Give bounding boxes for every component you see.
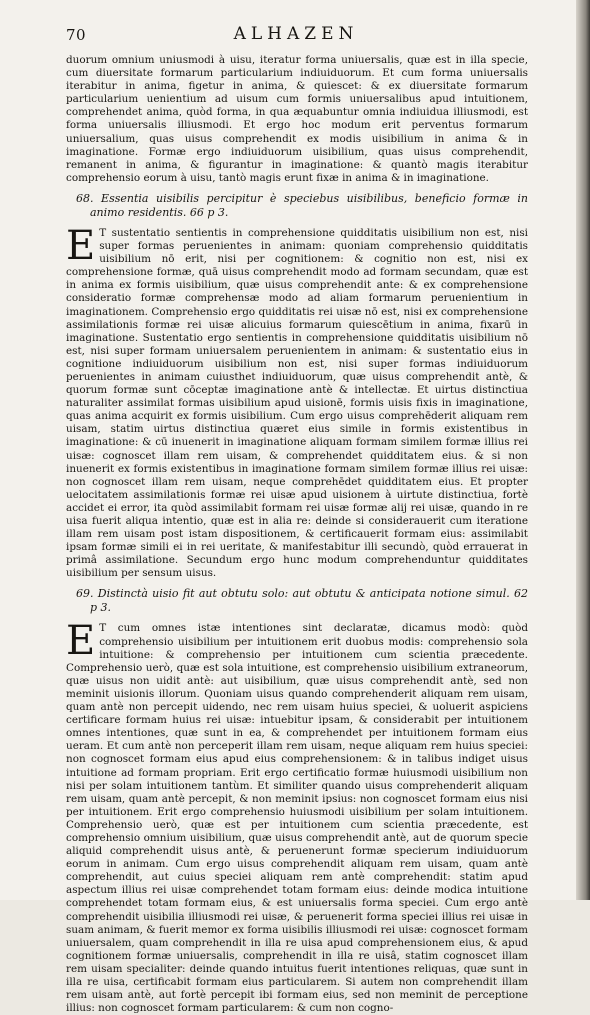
paragraph-68 <box>66 222 528 581</box>
running-title: ALHAZEN <box>233 24 359 44</box>
page-edge-shadow <box>576 0 590 900</box>
paragraph-69 <box>66 618 528 1015</box>
drop-capital: E <box>66 618 96 665</box>
drop-capital: E <box>66 222 96 269</box>
text-body <box>66 54 528 1015</box>
section-heading-68: 68. Essentia uisibilis percipitur è speciebus uisibilibus, beneficio formæ in animo residentis. 66 p 3. <box>76 191 528 219</box>
page-number: 70 <box>66 26 87 44</box>
paragraph-continuation: duorum omnium uniusmodi à uisu, iteratur forma uniuersalis, quæ est in illa specie, cum diuersitate formarum particularium indiuiduorum. Et cum forma uniuersalis iterabitur in anima, figetur in anima, & quiescet: & ex diuersitate formarum particularium uenientium ad uisum cum formis uniuersalibus apud intuitionem, comprehendet anima, quòd forma, in qua æquabuntur omnia indiuidua illiusmodi, est forma uniuersalis illiusmodi. Et ergo hoc modum erit perventus formarum uniuersalium, quas uisus comprehendit ex modis uisibilium in anima & in imaginatione. Formæ ergo indiuiduorum uisibilium, quas uisus comprehendit, remanent in anima, & figurantur in imaginatione: & quantò magis iterabitur comprehensio eorum à uisu, tantò magis erunt fixæ in anima & in imaginatione. <box>66 54 528 184</box>
paragraph-69-text: T cum omnes istæ intentiones sint declaratæ, dicamus modò: quòd comprehensio uisibilium per intuitionem erit duobus modis: comprehensio sola intuitione: & comprehensio per intuitionem cum scientia præcedente. Comprehensio uerò, quæ est sola intuitione, est comprehensio uisibilium extraneorum, quæ uisus non uidit antè: aut uisibilium, quæ uisus comprehendit antè, sed non meminit uisionis illorum. Quoniam uisus quando comprehenderit aliquam rem uisam, quam antè non percepit uidendo, nec rem uisam huius speciei, & uoluerit aspiciens certificare formam huius rei uisæ: intuebitur ipsam, & considerabit per intuitionem omnes intentiones, quæ sunt in ea, & comprehendet per intuitionem formam eius ueram. Et cum antè non perceperit illam rem uisam, neque aliquam rem huius speciei: non cognoscet formam eius apud eius comprehensionem: & in talibus indiget uisus intuitione ad formam propriam. Erit ergo certificatio formæ huiusmodi uisibilium non nisi per solam intuitionem tantùm. Et similiter quando uisus comprehenderit aliquam rem uisam, quam antè percepit, & non meminit ipsius: non cognoscet formam eius nisi per intuitionem. Erit ergo comprehensio huiusmodi uisibilium per solam intuitionem. Comprehensio uerò, quæ est per intuitionem cum scientia præcedente, est comprehensio omnium uisibilium, quæ uisus comprehendit antè, aut de quorum specie aliquid comprehendit uisus antè, & peruenerunt formæ specierum indiuiduorum eorum in animam. Cum ergo uisus comprehendit aliquam rem uisam, quam antè comprehendit, aut cuius speciei aliquam rem antè comprehendit: statim apud aspectum illius rei uisæ comprehendet totam formam eius: deinde modica intuitione comprehendet totam formam eius, & est uniuersalis forma speciei. Cum ergo antè comprehendit uisibilia illiusmodi rei uisæ, & peruenerit forma speciei illius rei uisæ in suam animam, & fuerit memor ex forma uisibilis illiusmodi rei uisæ: cognoscet formam uniuersalem, quam comprehendit in illa re uisa apud comprehensionem eius, & apud cognitionem formæ uniuersalis, comprehendit in illa re uisâ, statim cognoscet illam rem uisam specialiter: deinde quando intuitus fuerit intentiones reliquas, quæ sunt in illa re uisa, certificabit formam eius particularem. Si autem non comprehendit illam rem uisam antè, aut fortè percepit ibi formam eius, sed non meminit de perceptione illius: non cognoscet formam particularem: & cum non cogno- <box>66 622 528 1015</box>
running-head <box>66 24 526 46</box>
section-heading-69: 69. Distinctà uisio fit aut obtutu solo: aut obtutu & anticipata notione simul. 62 p 3. <box>76 587 528 615</box>
paragraph-68-text: T sustentatio sentientis in comprehensione quidditatis uisibilium non est, nisi super formas peruenientes in animam: quoniam comprehensio quidditatis uisibilium nō erit, nisi per cognitionem: & cognitio non est, nisi ex comprehensione formæ, quā uisus comprehendit modo ad formam secundam, quæ est in anima ex formis uisibilium, quæ uisus comprehendit ante: & ex comprehensione consideratio formæ comprehensæ modo ad aliam formarum peruenientium in imaginationem. Comprehensio ergo quidditatis rei uisæ nō est, nisi ex comprehensione assimilationis formæ rei uisæ alicuius formarum quiescētium in anima, fixarū in imaginatione. Sustentatio ergo sentientis in comprehensione quidditatis uisibilium nō est, nisi super formam uniuersalem peruenientem in animam: & sustentatio eius in cognitione indiuiduorum uisibilium non est, nisi super formas indiuiduorum peruenientes in animam cuiusthet indiuiduorum, quæ uisus comprehendit antè, & quorum formæ sunt cōceptæ imaginatione antè & intellectæ. Et uirtus distinctiua naturaliter assimilat formas uisibilium apud uisionē, formis uisis fixis in imaginatione, quas anima acquirit ex formis uisibilium. Cum ergo uisus comprehēderit aliquam rem uisam, statim uirtus distinctiua quæret eius simile in formis existentibus in imaginatione: & cū inuenerit in imaginatione aliquam formam similem formæ illius rei uisæ: cognoscet illam rem uisam, & comprehendet quidditatem eius. & si non inuenerit ex formis existentibus in imaginatione formam similem formæ illius rei uisæ: non cognoscet illam rem uisam, neque comprehēdet quidditatem eius. Et propter uelocitatem assimilationis formæ rei uisæ apud uisionem à uirtute distinctiua, fortè accidet ei error, ita quòd assimilabit formam rei uisæ formæ alij rei uisæ, quando in re uisa fuerit aliqua intentio, quæ est in alia re: deinde si considerauerit cum iteratione illam rem uisam post istam dispositionem, & certificauerit formam eius: assimilabit ipsam formæ simili ei in rei ueritate, & manifestabitur illi secundò, quòd errauerat in primâ assimilatione. Secundum ergo hunc modum comprehenduntur quidditates uisibilium per sensum uisus. <box>66 226 528 580</box>
